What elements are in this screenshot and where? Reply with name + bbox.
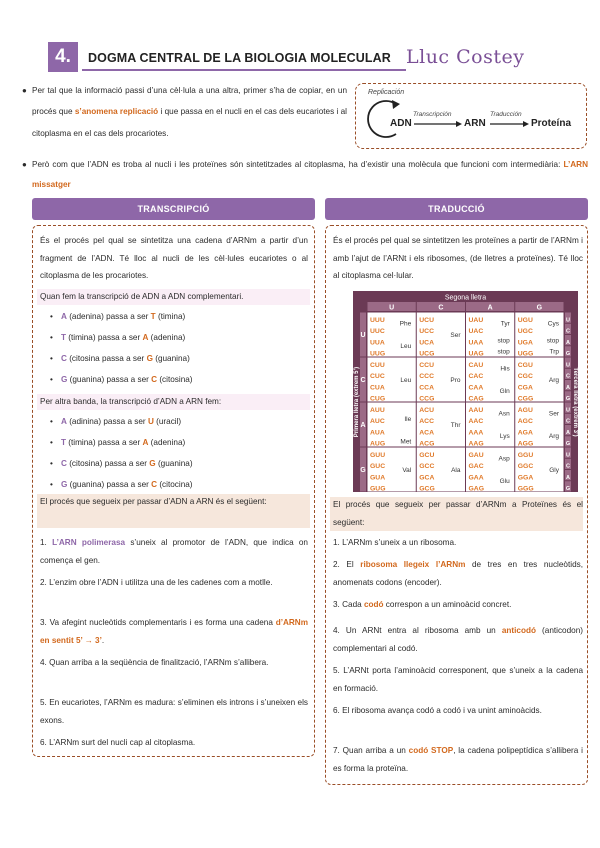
base-2: A: [142, 333, 149, 342]
second-base-G: G: [536, 304, 543, 312]
codon-AUA: AUA: [370, 429, 385, 437]
rna-pair-4: [50, 479, 193, 491]
codon-ACG: ACG: [419, 440, 435, 448]
second-base-A: A: [487, 304, 493, 312]
third-base-G: G: [565, 396, 571, 402]
base-2: U: [147, 417, 154, 426]
pair-connector: passa a ser: [102, 459, 150, 468]
base-1: G: [61, 375, 68, 384]
codon-CGC: CGC: [517, 373, 533, 380]
pair-connector: passa a ser: [103, 312, 151, 321]
translation-steps-title: El procés que segueix per passar d’ARNm a Proteïnes és el següent:: [333, 500, 583, 527]
codon-AGG: AGG: [517, 440, 534, 448]
amino-acid-ser: Ser: [450, 331, 461, 339]
codon-CAG: CAG: [468, 395, 484, 403]
base-1-name: (adinina): [66, 417, 102, 426]
codon-CCG: CCG: [419, 395, 435, 403]
third-base-C: C: [566, 463, 570, 470]
replication-title: Replicación: [368, 89, 405, 96]
base-1: T: [61, 438, 67, 447]
translation-step-2: 2. El ribosoma llegeix l’ARNm de tres en tres nucleòtids, anomenats codons (encoder).: [333, 560, 583, 587]
translation-step-5: 5. L’ARNt porta l’aminoàcid corresponent, que s’uneix a la cadena en formació.: [333, 666, 583, 693]
base-1: A: [61, 417, 67, 426]
translation-step-3: 3. Cada codó correspon a un aminoàcid concret.: [333, 600, 512, 609]
third-base-G: G: [565, 486, 571, 492]
codon-GCA: GCA: [419, 474, 435, 482]
amino-acid-tyr: Tyr: [500, 320, 510, 328]
codon-AAG: AAG: [468, 440, 484, 448]
mrna-highlight: L’ARN missatger: [32, 160, 588, 189]
replication-arrows: [356, 84, 588, 150]
codon-CCA: CCA: [419, 384, 434, 392]
base-1: T: [61, 333, 67, 342]
bullet-icon: ●: [22, 160, 27, 169]
base-1: C: [61, 354, 67, 363]
base-2-name: (guanina): [152, 354, 190, 363]
title-row: [44, 38, 584, 76]
first-base-U: U: [360, 332, 366, 339]
codon-GAG: GAG: [468, 485, 484, 492]
page-title: DOGMA CENTRAL DE LA BIOLOGIA MOLECULAR: [88, 51, 391, 65]
bullet-icon: •: [50, 438, 53, 447]
amino-acid-phe: Phe: [399, 320, 412, 328]
ribosome-highlight: ribosoma llegeix l’ARNm: [360, 560, 466, 569]
codon-UCA: UCA: [419, 339, 434, 347]
first-base-A: A: [360, 422, 366, 429]
base-2: T: [150, 312, 156, 321]
dna-pair-3: [50, 353, 190, 365]
amino-acid-ser: Ser: [548, 410, 559, 418]
amino-acid-his: His: [500, 365, 510, 373]
base-2: C: [151, 375, 158, 384]
intro-paragraph-1: ● Per tal que la informació passi d’una cèl·lula a una altra, primer s’ha de copiar, en un procés que s’anomena replicació i que passa en el nucli en el cas dels eucariotes i al citoplasma en el cas dels procariotes.: [32, 80, 347, 144]
codon-GGU: GGU: [517, 451, 534, 459]
codon-GAU: GAU: [468, 451, 484, 459]
codon-AUU: AUU: [370, 406, 385, 414]
third-base-A: A: [566, 339, 570, 346]
transcription-step-4: 4. Quan arriba a la seqüència de finalització, l’ARNm s’allibera.: [40, 658, 269, 667]
translation-step-4: 4. Un ARNt entra al ribosoma amb un anticodó (anticodon) complementari al codó.: [333, 626, 583, 653]
codon-UCC: UCC: [419, 328, 434, 335]
codon-AGC: AGC: [517, 418, 533, 425]
dna-dna-title: Quan fem la transcripció de ADN a ADN complementari.: [40, 292, 244, 301]
first-base-C: C: [360, 377, 366, 384]
codon-GGA: GGA: [517, 474, 534, 482]
third-base-A: A: [566, 474, 570, 481]
third-base-U: U: [566, 362, 570, 369]
amino-acid-pro: Pro: [450, 376, 461, 384]
amino-acid-leu: Leu: [400, 376, 412, 384]
rna-pair-3: [50, 458, 193, 470]
third-base-A: A: [566, 384, 570, 391]
base-2: G: [146, 354, 153, 363]
dna-pair-1: [50, 311, 185, 323]
amino-acid-stop: stop: [497, 348, 510, 356]
codon-AGU: AGU: [517, 406, 533, 414]
transcription-heading: TRANSCRIPCIÓ: [32, 198, 315, 220]
dna-rna-title: Per altra banda, la transcripció d’ADN a ARN fem:: [40, 397, 222, 406]
codon-CAA: CAA: [468, 384, 484, 392]
third-base-C: C: [566, 328, 570, 335]
base-1-name: (timina): [66, 333, 96, 342]
codon-highlight: codó: [363, 600, 384, 609]
second-base-U: U: [389, 304, 395, 312]
codon-UCU: UCU: [419, 316, 434, 324]
codon-ACC: ACC: [419, 418, 434, 425]
base-2-name: (citosina): [157, 375, 193, 384]
codon-GAA: GAA: [468, 474, 484, 482]
base-2-name: (adenina): [148, 438, 186, 447]
base-2: G: [149, 459, 156, 468]
codon-UAC: UAC: [468, 328, 484, 335]
second-letter-label: Segona lletra: [444, 294, 487, 302]
translation-step-7: 7. Quan arriba a un codó STOP, la cadena polipeptídica s’allibera i es forma la proteïna.: [333, 746, 583, 773]
codon-AUG: AUG: [370, 440, 386, 448]
codon-CUU: CUU: [370, 361, 385, 369]
codon-CUG: CUG: [370, 395, 386, 403]
protein-label: Proteína: [531, 118, 572, 129]
amino-acid-gly: Gly: [549, 466, 559, 474]
section-number: 4.: [48, 42, 78, 72]
rna-polymerase-highlight: L’ARN polimerasa: [52, 538, 126, 547]
codon-UUU: UUU: [370, 316, 385, 324]
codon-CGA: CGA: [517, 384, 533, 392]
codon-GCC: GCC: [419, 463, 435, 470]
third-base-C: C: [566, 418, 570, 425]
codon-CAU: CAU: [468, 361, 484, 369]
bullet-icon: •: [50, 333, 53, 342]
amino-acid-cys: Cys: [547, 320, 559, 328]
transcription-step-5: 5. En eucariotes, l’ARNm es madura: s’eliminen els introns i s’uneixen els exons.: [40, 698, 308, 725]
base-2-name: (timina): [155, 312, 186, 321]
base-2-name: (guanina): [155, 459, 193, 468]
bullet-icon: •: [50, 417, 53, 426]
pair-connector: passa a ser: [104, 375, 152, 384]
amino-acid-asp: Asp: [498, 455, 510, 463]
dna-pair-4: [50, 374, 193, 386]
first-base-G: G: [360, 467, 366, 474]
bullet-icon: •: [50, 312, 53, 321]
amino-acid-lys: Lys: [499, 433, 510, 441]
amino-acid-val: Val: [402, 466, 412, 474]
amino-acid-trp: Trp: [549, 348, 559, 356]
codon-AUC: AUC: [370, 418, 385, 425]
transcription-step-2: 2. L’enzim obre l’ADN i utilitza una de les cadenes com a motlle.: [40, 578, 273, 587]
codon-GUA: GUA: [370, 474, 386, 482]
transcription-step-6: 6. L’ARNm surt del nucli cap al citoplasma.: [40, 738, 196, 747]
codon-UUG: UUG: [370, 350, 386, 358]
amino-acid-ile: Ile: [404, 416, 412, 424]
third-base-G: G: [565, 351, 571, 357]
transcription-steps-title: El procés que segueix per passar d’ADN a ARN és el següent:: [40, 497, 267, 506]
translation-label: Traducción: [490, 111, 522, 118]
pair-connector: passa a ser: [95, 438, 143, 447]
codon-UGA: UGA: [517, 339, 533, 347]
base-1-name: (citosina): [66, 459, 103, 468]
bullet-icon: •: [50, 459, 53, 468]
codon-CGG: CGG: [517, 395, 534, 403]
codon-UAG: UAG: [468, 350, 484, 358]
bullet-icon: •: [50, 375, 53, 384]
base-2-name: (uracil): [153, 417, 182, 426]
rna-label: ARN: [464, 118, 486, 129]
base-1: A: [61, 312, 67, 321]
codon-CUA: CUA: [370, 384, 385, 392]
codon-ACA: ACA: [419, 429, 434, 437]
codon-CUC: CUC: [370, 373, 385, 380]
transcription-step-3: 3. Va afegint nucleòtids complementaris i es forma una cadena d’ARNm en sentit 5’ → 3’.: [40, 618, 308, 645]
base-1-name: (guanina): [67, 375, 105, 384]
replication-highlight: s’anomena replicació: [74, 107, 159, 117]
pair-connector: passa a ser: [95, 333, 143, 342]
codon-GAC: GAC: [468, 463, 484, 470]
stop-codon-highlight: codó STOP: [408, 746, 454, 755]
amino-acid-thr: Thr: [450, 421, 461, 429]
intro-paragraph-2: ● Però com que l’ADN es troba al nucli i les proteïnes són sintetitzades al citoplasma, ha d’existir una molècula que funcioni com intermediària: L’ARN missatger: [32, 155, 588, 195]
codon-GUU: GUU: [370, 451, 386, 459]
codon-GGC: GGC: [517, 463, 534, 470]
base-1: G: [61, 480, 68, 489]
amino-acid-asn: Asn: [498, 410, 510, 418]
base-2-name: (adenina): [148, 333, 186, 342]
transcription-step-1: 1. L’ARN polimerasa s’uneix al promotor de l’ADN, que indica on comença el gen.: [40, 538, 308, 565]
base-1-name: (timina): [66, 438, 96, 447]
codon-CGU: CGU: [517, 361, 533, 369]
codon-ACU: ACU: [419, 406, 434, 414]
base-2: A: [142, 438, 149, 447]
codon-GUG: GUG: [370, 485, 386, 492]
bullet-icon: •: [50, 354, 53, 363]
third-base-U: U: [566, 407, 570, 414]
amino-acid-ala: Ala: [451, 466, 461, 474]
transcription-definition: És el procés pel qual se sintetitza una cadena d’ARNm a partir d’un fragment de l’ADN. Té lloc al nucli de les cèl·lules eucariotes o al citoplasma de les procariotes.: [40, 236, 308, 280]
third-base-C: C: [566, 373, 570, 380]
codon-AAA: AAA: [468, 429, 484, 437]
amino-acid-met: Met: [400, 438, 412, 446]
title-underline: [82, 69, 406, 71]
replication-diagram: [355, 83, 587, 149]
base-2: C: [151, 480, 158, 489]
author-name: Lluc Costey: [406, 46, 525, 68]
codon-UGC: UGC: [517, 328, 533, 335]
codon-GCG: GCG: [419, 485, 435, 492]
codon-GUC: GUC: [370, 463, 386, 470]
pair-connector: passa a ser: [101, 417, 148, 426]
codon-table: [353, 291, 578, 492]
translation-step-6: 6. El ribosoma avança codó a codó i va unint aminoàcids.: [333, 706, 542, 715]
base-1-name: (adenina): [66, 312, 104, 321]
amino-acid-leu: Leu: [400, 343, 412, 351]
anticodon-highlight: anticodó: [501, 626, 536, 635]
codon-GCU: GCU: [419, 451, 435, 459]
codon-AAU: AAU: [468, 406, 484, 414]
pair-connector: passa a ser: [104, 480, 152, 489]
codon-UUC: UUC: [370, 328, 385, 335]
bullet-icon: ●: [22, 86, 27, 95]
amino-acid-gln: Gln: [499, 388, 510, 396]
bullet-icon: •: [50, 480, 53, 489]
second-base-C: C: [438, 304, 444, 312]
codon-UAA: UAA: [468, 339, 484, 347]
third-base-A: A: [566, 429, 570, 436]
base-1-name: (guanina): [67, 480, 105, 489]
codon-AAC: AAC: [468, 418, 484, 425]
amino-acid-arg: Arg: [548, 433, 559, 441]
base-1: C: [61, 459, 67, 468]
translation-step-1: 1. L’ARNm s’uneix a un ribosoma.: [333, 538, 457, 547]
third-letter-label: Tercera lletra (extrem 3’): [572, 367, 578, 437]
dna-label: ADN: [390, 118, 412, 129]
amino-acid-arg: Arg: [548, 376, 559, 384]
rna-pair-1: [50, 416, 181, 428]
third-base-U: U: [566, 452, 570, 459]
translation-heading: TRADUCCIÓ: [325, 198, 588, 220]
transcription-label: Transcripción: [413, 111, 452, 118]
rna-pair-2: [50, 437, 185, 449]
codon-UCG: UCG: [419, 350, 435, 358]
pair-connector: passa a ser: [99, 354, 147, 363]
amino-acid-stop: stop: [497, 337, 510, 345]
codon-UGU: UGU: [517, 316, 533, 324]
amino-acid-glu: Glu: [499, 478, 510, 486]
base-2-name: (citocina): [157, 480, 193, 489]
codon-CAC: CAC: [468, 373, 484, 380]
codon-CCC: CCC: [419, 373, 434, 380]
translation-definition: És el procés pel qual se sintetitzen les proteïnes a partir de l’ARNm i amb l’ajut de l’ARNt i els ribosomes, (de lletres a proteïnes). Té lloc al citoplasma cel·lular.: [333, 236, 583, 280]
third-base-U: U: [566, 317, 570, 324]
first-letter-label: Primera lletra (extrem 5’): [354, 366, 360, 438]
amino-acid-stop: stop: [546, 337, 559, 345]
third-base-G: G: [565, 441, 571, 447]
mrna-direction-highlight: d’ARNm en sentit 5’ → 3’: [40, 618, 308, 645]
base-1-name: (citosina: [66, 354, 100, 363]
codon-AGA: AGA: [517, 429, 533, 437]
codon-CCU: CCU: [419, 361, 434, 369]
codon-GGG: GGG: [517, 485, 534, 492]
codon-UGG: UGG: [517, 350, 534, 358]
codon-UUA: UUA: [370, 339, 385, 347]
codon-UAU: UAU: [468, 316, 484, 324]
dna-pair-2: [50, 332, 185, 344]
